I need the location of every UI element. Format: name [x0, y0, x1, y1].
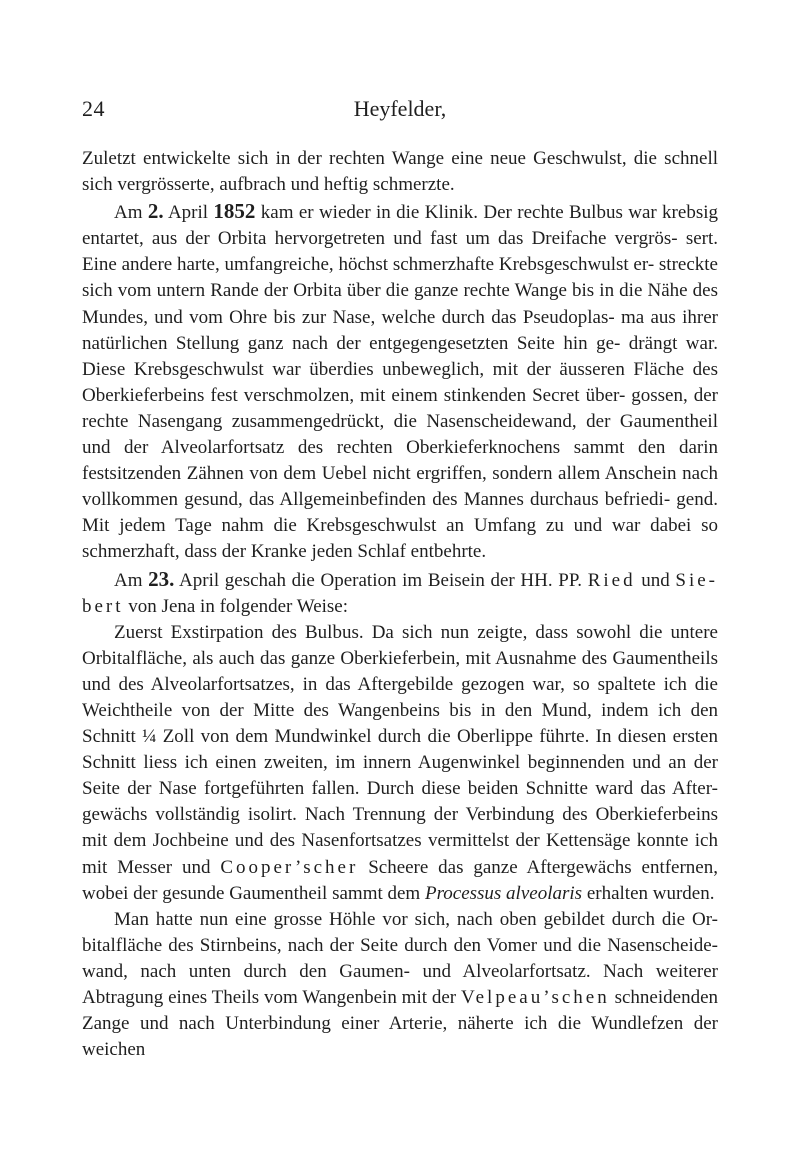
date-day: 23. [148, 566, 175, 591]
person-name-siebert: Sie- bert [82, 569, 718, 617]
person-name-velpeau: Velpeau’schen [461, 987, 610, 1008]
text-run: kam er wieder in die Klinik. Der rechte Bulbus war krebsig entartet, aus der Orbita hervorgetreten und fast um das Dreifache vergrös- sert. Eine andere harte, umfangreiche, höchst schmerzhafte Krebsgeschwulst er- streckte sich vom untern Rande der Orbita über die ganze rechte Wange bis in die Nähe des Mundes, und vom Ohre bis zur Nase, welche durch das Pseudoplas- ma aus ihrer natürlichen Stellung ganz nach der entgegengesetzten Seite hin ge- drängt war. Diese Krebsgeschwulst war überdies unbeweglich, mit der äusseren Fläche des Oberkieferbeins fest verschmolzen, mit einem stinkenden Secret über- gossen, der rechte Nasengang zusammengedrückt, die Nasenscheidewand, der Gaumentheil und der Alveolarfortsatz des rechten Oberkieferknochens sammt den darin festsitzenden Zähnen von dem Uebel nicht ergriffen, sondern allem Anschein nach vollkommen gesund, das Allgemeinbefinden des Mannes durchaus befriedi- gend. Mit jedem Tage nahm die Krebsgeschwulst an Umfang zu und war dabei so schmerzhaft, dass der Kranke jeden Schlaf entbehrte. [82, 202, 718, 563]
paragraph-1: Zuletzt entwickelte sich in der rechten Wange eine neue Geschwulst, die schnell sich vergrösserte, aufbrach und heftig schmerzte. [82, 148, 718, 196]
person-name-ried: Ried [587, 569, 636, 591]
running-head: Heyfelder, [353, 96, 447, 121]
text-run: Am [114, 569, 149, 591]
paragraph-2 [82, 198, 718, 565]
page-number: 24 [82, 96, 105, 121]
text-run: Man hatte nun eine grosse Höhle vor sich, nach oben gebildet durch die Or- bitalfläche des Stirnbeins, nach der Seite durch den Vomer und die Nasenscheide- wand, nach unten durch den Gaumen- und Alveolarfortsatz. Nach weiterer Abtragung eines Theils vom Wangenbein mit der [82, 908, 718, 1008]
text-run: April [163, 202, 214, 224]
date-year: 1852 [213, 199, 256, 224]
date-day: 2. [147, 199, 164, 224]
text-run: Zoll von dem Mundwinkel durch die Oberlippe führte. In diesen ersten Schnitt liess ich einen zweiten, im innern Augenwinkel beginnenden und an der Seite der Nase fortgeführten fallen. Durch diese beiden Schnitte ward das After- gewächs vollständig isolirt. Nach Trennung der Verbindung des Oberkieferbeins mit dem Jochbeine und des Nasenfortsatzes vermittelst der Kettensäge konnte ich mit Messer und [82, 726, 718, 878]
text-run: Zuerst Exstirpation des Bulbus. Da sich nun zeigte, dass sowohl die untere Orbitalfläche, als auch das ganze Oberkieferbein, mit Ausnahme des Gaumentheils und des Alveolarfortsatzes, in das Aftergebilde gezogen war, so spaltete ich die Weichtheile von der Mitte des Wangenbeins bis in den Mund, indem ich den Schnitt [82, 621, 718, 748]
paragraph-5 [82, 907, 718, 1064]
text-run: Scheere das ganze Aftergewächs entfernen, wobei der gesunde Gaumentheil sammt dem [82, 856, 718, 904]
paragraph-4 [82, 620, 718, 907]
fraction: ¼ [142, 726, 157, 748]
person-name-cooper: Cooper’scher [220, 856, 359, 878]
body-text [82, 146, 718, 1063]
text-run: von Jena in folgender Weise: [123, 595, 349, 617]
text-run: Am [114, 202, 148, 224]
text-run: und [635, 569, 676, 591]
text-run: schneidenden Zange und nach Unterbindung einer Arterie, näherte ich die Wundlefzen der weichen [82, 987, 719, 1061]
paragraph-3 [82, 566, 718, 620]
text-run: April geschah die Operation im Beisein der HH. PP. [174, 569, 588, 591]
text-run: erhalten wurden. [582, 882, 715, 904]
latin-term: Processus alveolaris [424, 882, 583, 904]
